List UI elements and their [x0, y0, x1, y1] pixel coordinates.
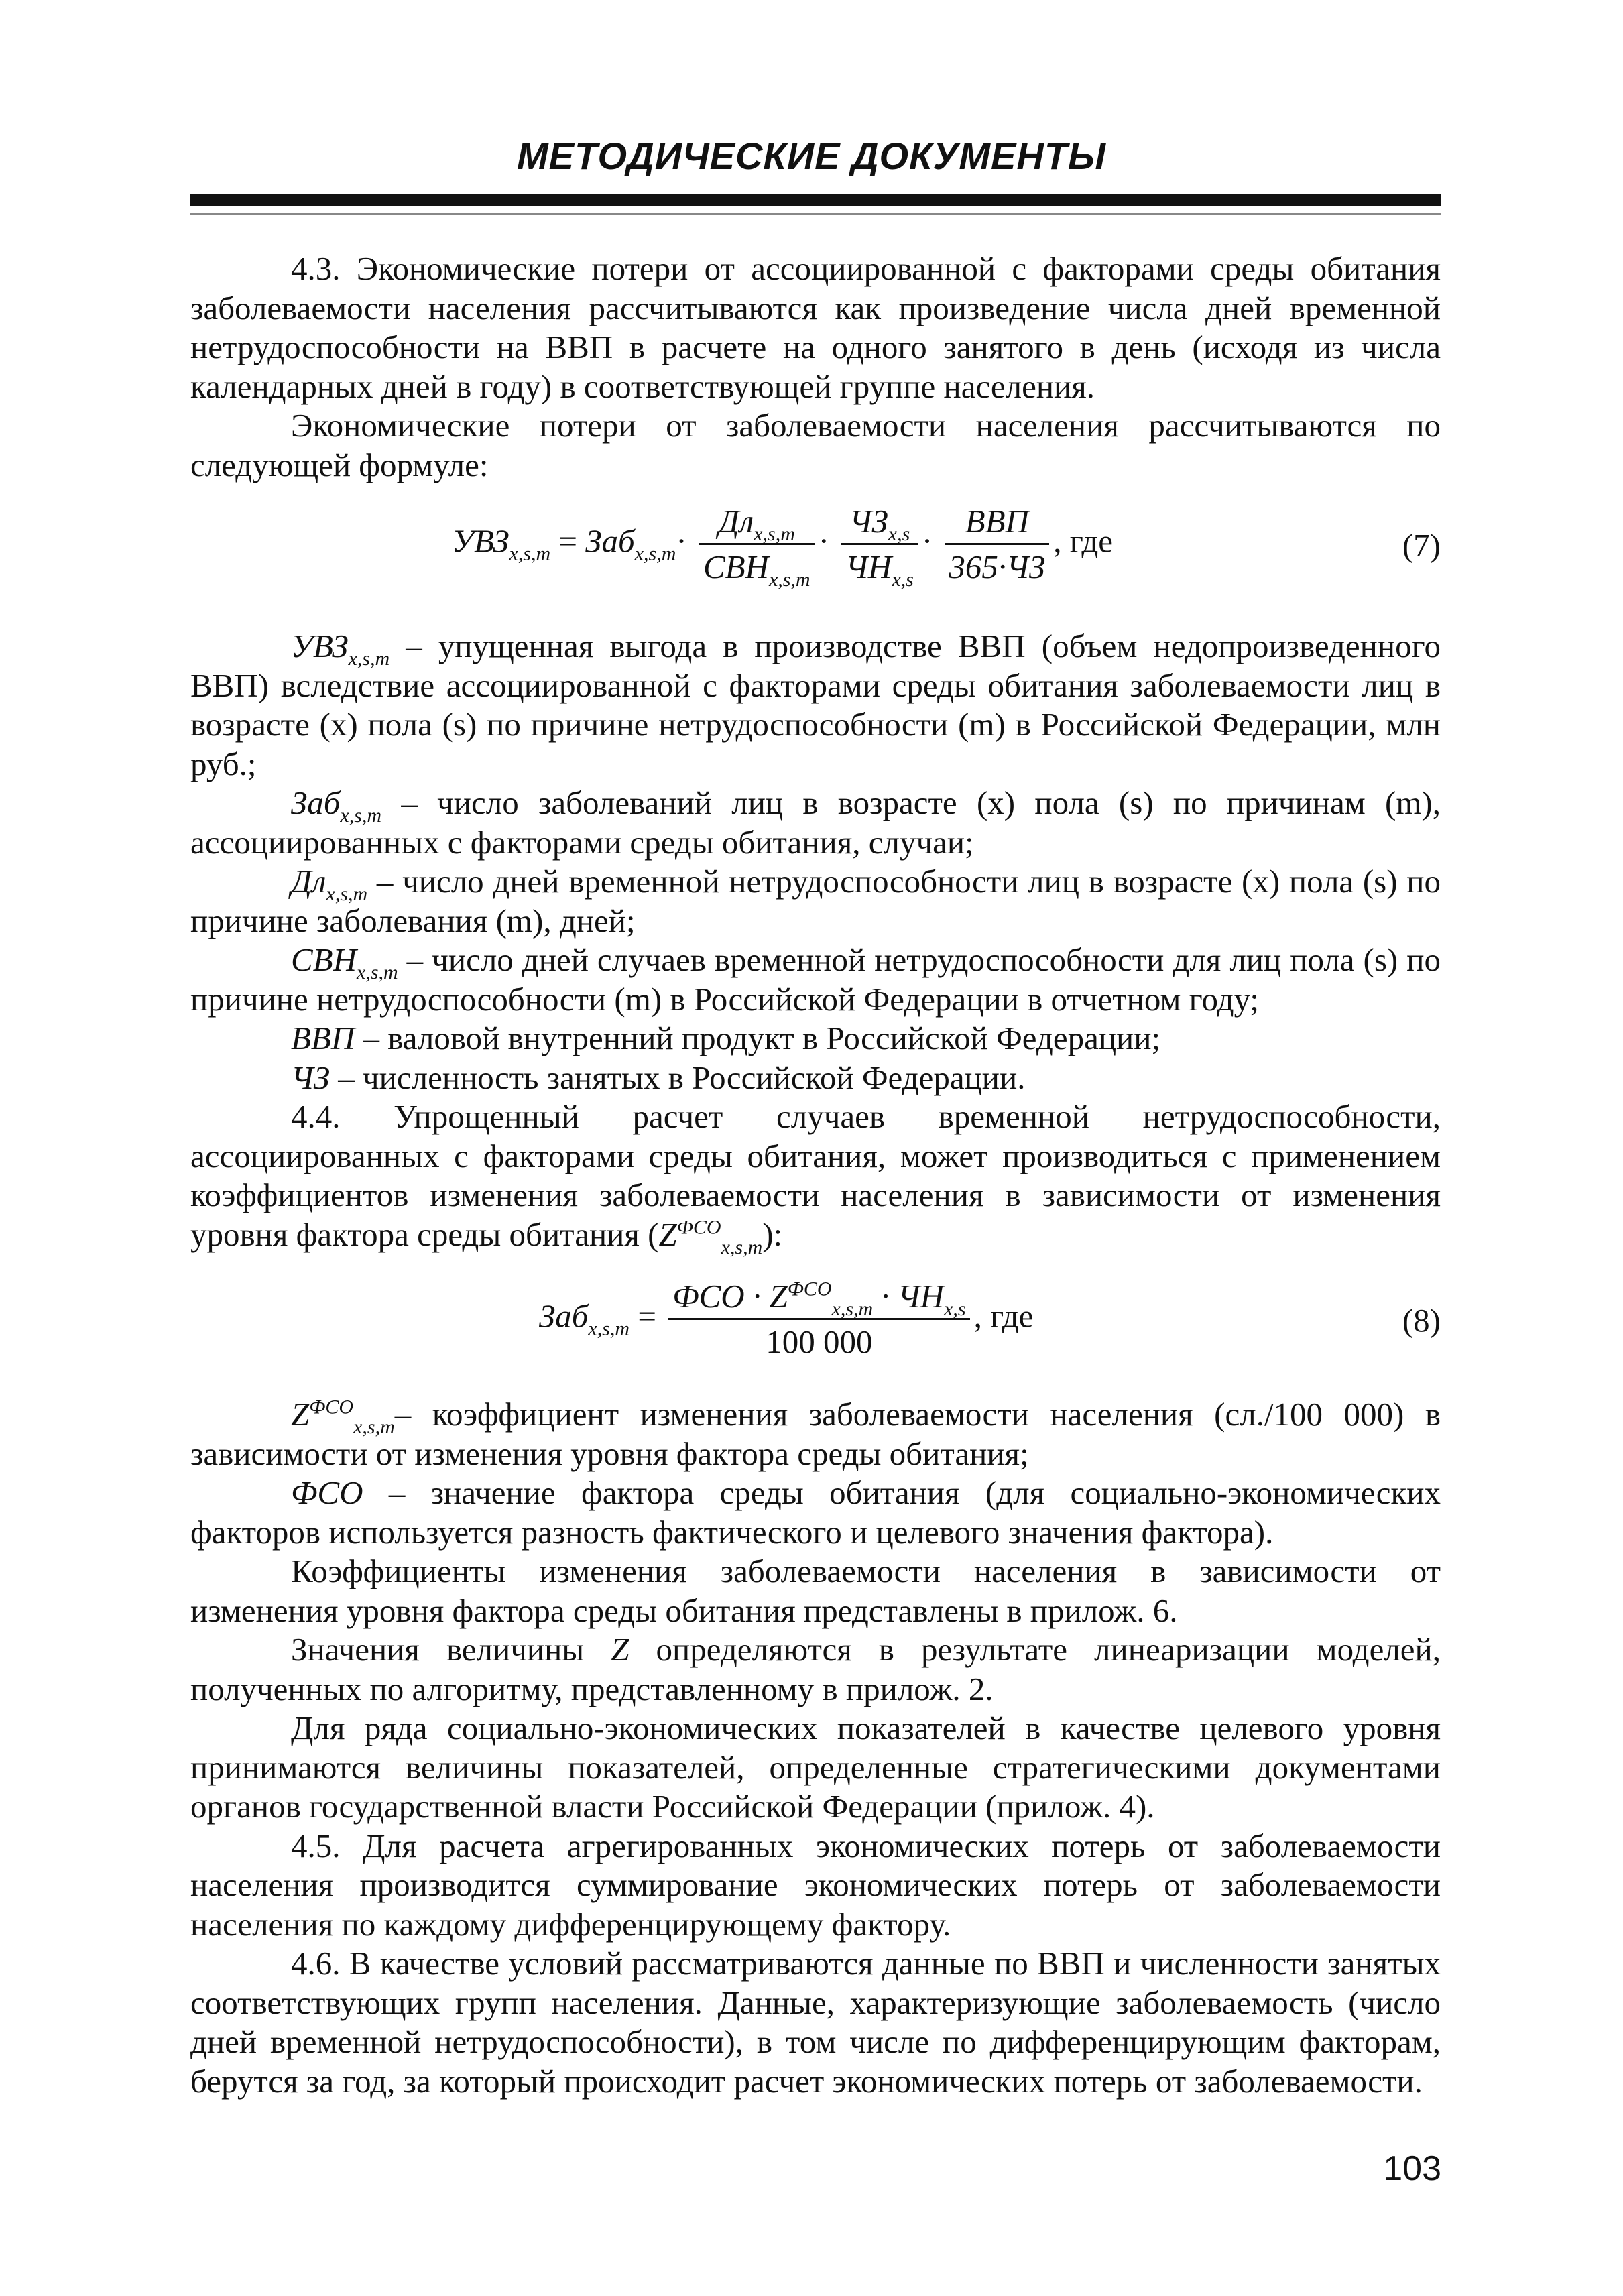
definition-vvp-term: ВВП [291, 1020, 355, 1056]
header-rule [190, 194, 1441, 206]
formula-8-number: (8) [1402, 1302, 1441, 1339]
formula-7-f3-den: 365·ЧЗ [945, 543, 1049, 587]
definition-uvz-text: – упущенная выгода в производстве ВВП (объем недопроизведенного ВВП) вследствие ассоциированной с факторами среды обитания заболеваемости лиц в возрасте (x) пола (s) по причине нетрудоспособности (m) в Российской Федерации, млн руб.; [190, 627, 1441, 782]
definition-z-sub: x,s,m [353, 1416, 395, 1438]
definition-svn-text: – число дней случаев временной нетрудоспособности для лиц пола (s) по причине нетрудоспособности (m) в Российской Федерации в отчетном году; [190, 941, 1441, 1018]
formula-8-lhs: Заб [539, 1297, 589, 1335]
paragraph-z-values-a: Значения величины [291, 1631, 611, 1668]
definition-zab-text: – число заболеваний лиц в возрасте (x) пола (s) по причинам (m), ассоциированных с факторами среды обитания, случаи; [190, 784, 1441, 861]
definition-z-text: – коэффициент изменения заболеваемости населения (сл./100 000) в зависимости от изменения уровня фактора среды обитания; [190, 1396, 1441, 1472]
formula-7-fraction-vvp [945, 502, 1049, 587]
paragraph-z-values [190, 1630, 1441, 1709]
paragraph-z-values-z: Z [611, 1631, 629, 1668]
formula-8-num-z: Z [769, 1278, 788, 1315]
formula-7-where: , где [1053, 522, 1114, 560]
formula-7-number: (7) [1402, 527, 1441, 564]
paragraph-4-5: 4.5. Для расчета агрегированных экономических потерь от заболеваемости населения производится суммирование экономических потерь от заболеваемости населения по каждому дифференцирующему фактору. [190, 1827, 1441, 1943]
paragraph-4-4 [190, 1097, 1441, 1258]
running-header-title: МЕТОДИЧЕСКИЕ ДОКУМЕНТЫ [516, 135, 1107, 177]
formula-8-num-z-sub: x,s,m [831, 1298, 874, 1320]
formula-7-f2-num: ЧЗ [849, 503, 888, 540]
formula-7-eq: = [558, 522, 578, 560]
page-number: 103 [1383, 2149, 1441, 2188]
definition-vvp-text: – валовой внутренний продукт в Российской Федерации; [355, 1020, 1161, 1056]
definition-dl [190, 862, 1441, 941]
formula-7-f1-num-sub: x,s,m [754, 523, 795, 545]
formula-7-zab-sub: x,s,m [634, 542, 676, 565]
formula-7-f2-den: ЧН [845, 548, 892, 585]
definition-fso [190, 1473, 1441, 1552]
formula-7-lhs: УВЗ [452, 522, 509, 560]
definition-svn-term: СВН [291, 941, 357, 978]
formula-7-f2-den-sub: x,s [892, 568, 914, 591]
definition-uvz-sub: x,s,m [348, 648, 390, 670]
definition-chz-term: ЧЗ [291, 1059, 330, 1096]
definition-dl-text: – число дней временной нетрудоспособности лиц в возрасте (x) пола (s) по причине заболевания (m), дней; [190, 863, 1441, 939]
formula-7-lhs-sub: x,s,m [509, 542, 551, 565]
paragraph-z-values-b: определяются в результате линеаризации моделей, полученных по алгоритму, представленному в прилож. 2. [190, 1631, 1441, 1707]
definition-vvp [190, 1019, 1441, 1059]
definition-fso-text: – значение фактора среды обитания (для социально-экономических факторов используется разность фактического и целевого значения фактора). [190, 1474, 1441, 1551]
formula-7-f1-den: СВН [703, 548, 769, 585]
formula-7-fraction-dl [699, 502, 815, 591]
page-body [190, 249, 1441, 2101]
paragraph-4-4-text: 4.4. Упрощенный расчет случаев временной нетрудоспособности, ассоциированных с факторами среды обитания, может производиться с применением коэффициентов изменения заболеваемости населения в зависимости от изменения уровня фактора среды обитания ( [190, 1098, 1441, 1253]
definition-dl-sub: x,s,m [326, 883, 368, 905]
formula-8-num-b: · ЧН [873, 1278, 945, 1315]
definition-zab-sub: x,s,m [340, 804, 382, 827]
formula-7-f1-den-sub: x,s,m [768, 568, 810, 591]
z-symbol-sub: x,s,m [721, 1235, 763, 1258]
definition-zab-term: Заб [291, 784, 341, 821]
formula-8-num-b-sub: x,s [944, 1298, 966, 1320]
formula-7-f2-num-sub: x,s [888, 523, 910, 545]
definition-uvz-term: УВЗ [291, 627, 349, 664]
z-symbol-sup: ФСО [676, 1216, 721, 1239]
definition-zab [190, 784, 1441, 862]
formula-8-num-a: ФСО · [672, 1278, 770, 1315]
definition-svn [190, 941, 1441, 1019]
definition-uvz [190, 627, 1441, 784]
definition-z-sup: ФСО [309, 1396, 354, 1418]
formula-8 [190, 1274, 1441, 1375]
formula-7-zab: Заб [585, 522, 635, 560]
paragraph-4-6: 4.6. В качестве условий рассматриваются данные по ВВП и численности занятых соответствующих групп населения. Данные, характеризующие заболеваемость (число дней временной нетрудоспособности), в том числе по дифференцирующим факторам, берутся за год, за который происходит расчет экономических потерь от заболеваемости. [190, 1945, 1441, 2100]
definition-fso-term: ФСО [291, 1474, 363, 1511]
definition-chz-text: – численность занятых в Российской Федерации. [330, 1059, 1026, 1096]
formula-7-fraction-chz [841, 502, 918, 591]
formula-7-f3-num: ВВП [965, 503, 1029, 540]
formula-8-lhs-sub: x,s,m [588, 1317, 630, 1340]
paragraph-4-3: 4.3. Экономические потери от ассоциированной с факторами среды обитания заболеваемости населения рассчитываются как произведение числа дней временной нетрудоспособности на ВВП в расчете на одного занятого в день (исходя из числа календарных дней в году) в соответствующей группе населения. [190, 250, 1441, 405]
definition-z [190, 1395, 1441, 1473]
formula-8-eq: = [638, 1297, 656, 1335]
definition-dl-term: Дл [291, 863, 326, 900]
z-symbol: Z [658, 1215, 677, 1253]
paragraph-4-4-tail: ): [762, 1215, 783, 1253]
formula-8-where: , где [973, 1297, 1034, 1335]
definition-z-term: Z [291, 1396, 310, 1433]
paragraph-formula-intro: Экономические потери от заболеваемости населения рассчитываются по следующей формуле: [190, 407, 1441, 483]
formula-8-den: 100 000 [668, 1318, 969, 1362]
paragraph-coefficients: Коэффициенты изменения заболеваемости населения в зависимости от изменения уровня фактора среды обитания представлены в прилож. 6. [190, 1553, 1441, 1629]
formula-7: $УВЗ_{x,s,m} = Заб_{x,s,m}\cdot$ $\frac{Дл_{x,s,m}}{СВН_{x,s,m}}$ · $\frac{ЧЗ_{x,s}}{ЧН_{x,s}}$ · $\frac{\text{ВВП}}{365\cdot ЧЗ}$ , где (7) [452, 503, 1441, 591]
header-rule-thin [190, 213, 1441, 215]
formula-8-num-z-sup: ФСО [787, 1278, 832, 1301]
formula-8-fraction [668, 1277, 969, 1362]
formula-7-f1-num: Дл [718, 503, 754, 540]
definition-svn-sub: x,s,m [357, 961, 398, 983]
definition-chz [190, 1059, 1441, 1098]
paragraph-socio-economic: Для ряда социально-экономических показателей в качестве целевого уровня принимаются величины показателей, определенные стратегическими документами органов государственной власти Российской Федерации (прилож. 4). [190, 1709, 1441, 1825]
